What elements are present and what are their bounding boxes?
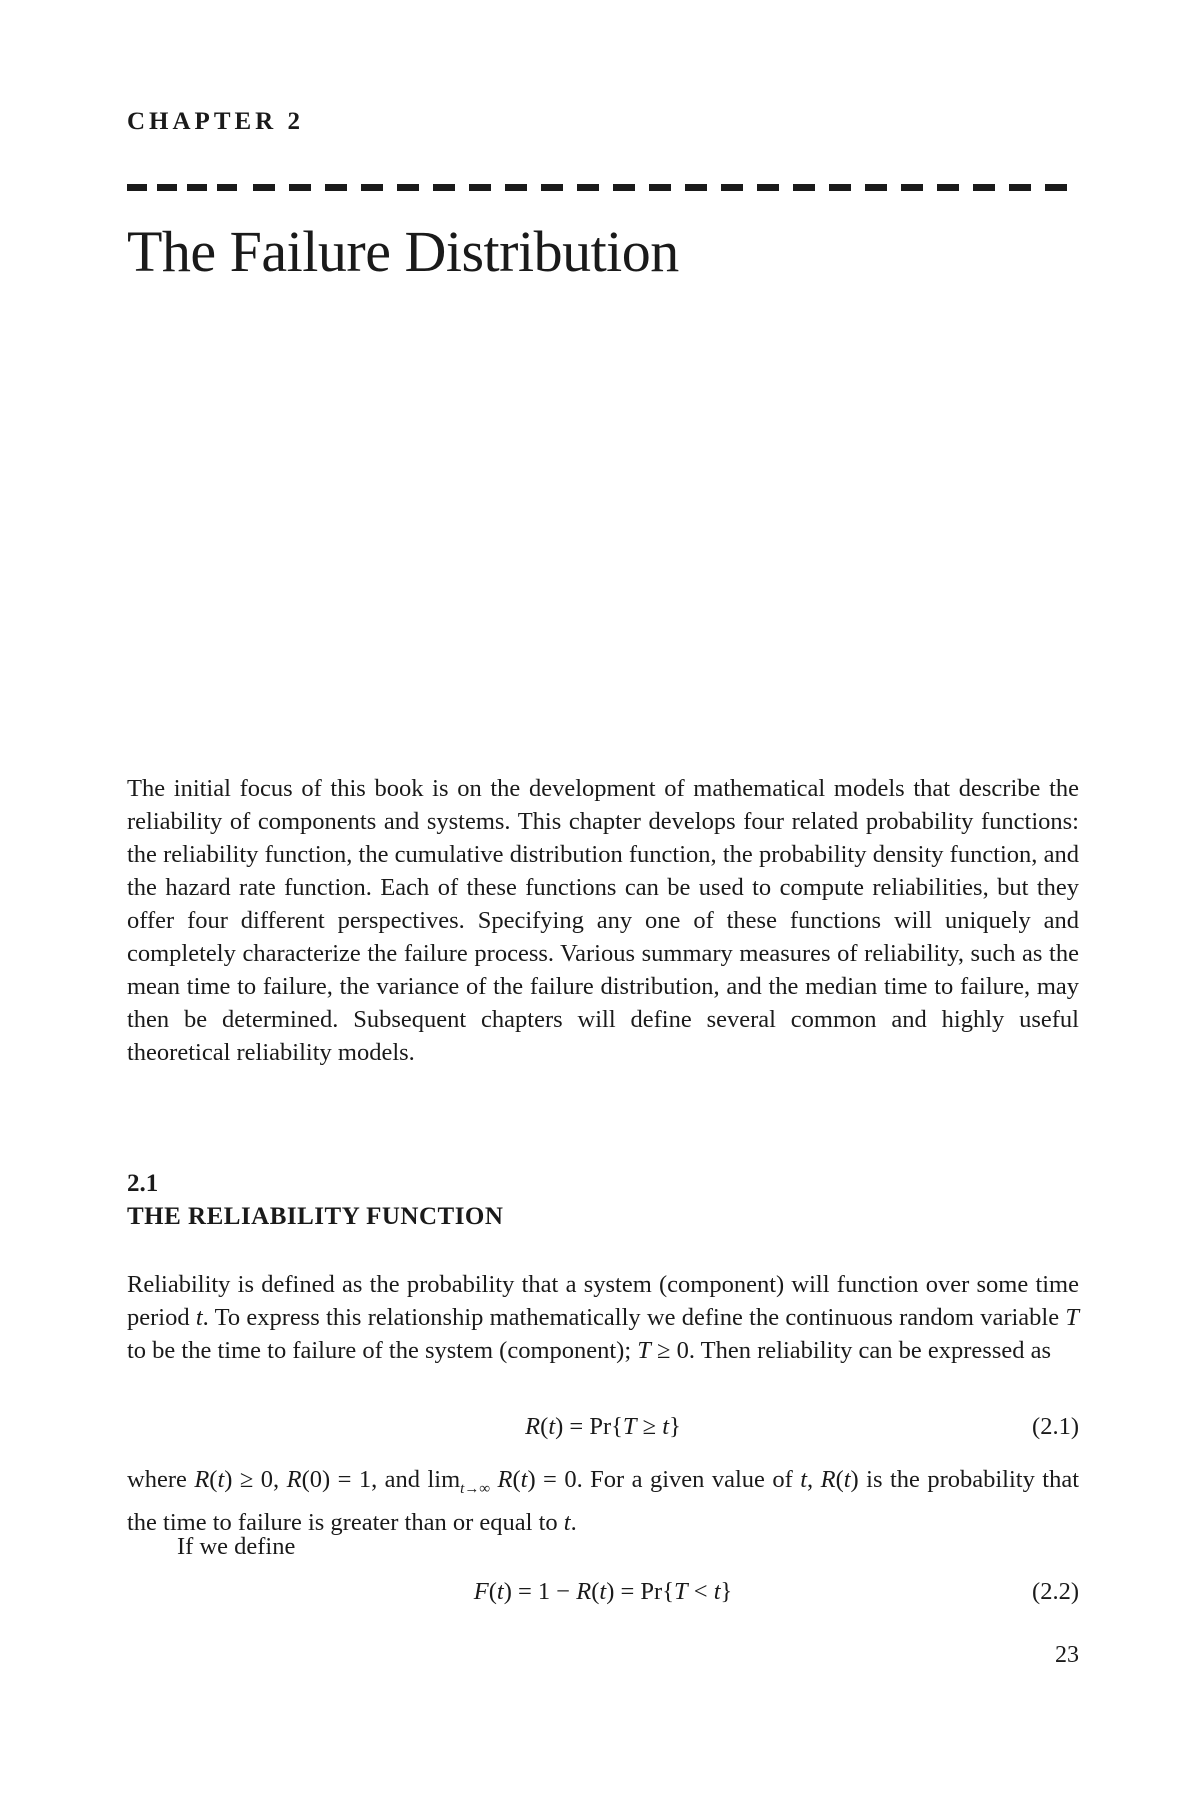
chapter-label: CHAPTER 2 (127, 108, 304, 135)
equation-2-2-expression: F(t) = 1 − R(t) = Pr{T < t} (473, 1578, 733, 1605)
decorative-dash-rule (127, 180, 1079, 194)
section-number: 2.1 (127, 1170, 159, 1197)
equation-2-1-expression: R(t) = Pr{T ≥ t} (525, 1413, 681, 1440)
equation-2-1-number: (2.1) (1032, 1413, 1079, 1440)
intro-paragraph: The initial focus of this book is on the development of mathematical models that describe the reliability of components and systems. This chapter develops four related probability functions: the reliability function, the cumulative distribution function, the probability density function, and the hazard rate function. Each of these functions can be used to compute reliabilities, but they offer four different perspectives. Specifying any one of these functions will uniquely and completely characterize the failure process. Various summary measures of reliability, such as the mean time to failure, the variance of the failure distribution, and the median time to failure, may then be determined. Subsequent chapters will define several common and highly useful theoretical reliability models. (127, 775, 1079, 1066)
page-number: 23 (1055, 1642, 1079, 1668)
reliability-properties-paragraph: where R(t) ≥ 0, R(0) = 1, and $\lim_{t\to\infty} R(t) = 0$. For a given value of t, R(t) is the probability that the time to failure is greater than or equal to t. (127, 1466, 1080, 1536)
equation-2-2 (127, 1578, 1079, 1614)
section-title: THE RELIABILITY FUNCTION (127, 1203, 504, 1230)
equation-2-2-number: (2.2) (1032, 1578, 1079, 1605)
chapter-title: The Failure Distribution (127, 219, 679, 284)
reliability-definition-paragraph: Reliability is defined as the probability that a system (component) will function over some time period t. To express this relationship mathematically we define the continuous random variable T to be the time to failure of the system (component); T ≥ 0. Then reliability can be expressed as (127, 1271, 1079, 1364)
if-we-define-line: If we define (177, 1533, 296, 1560)
equation-2-1 (127, 1413, 1079, 1449)
